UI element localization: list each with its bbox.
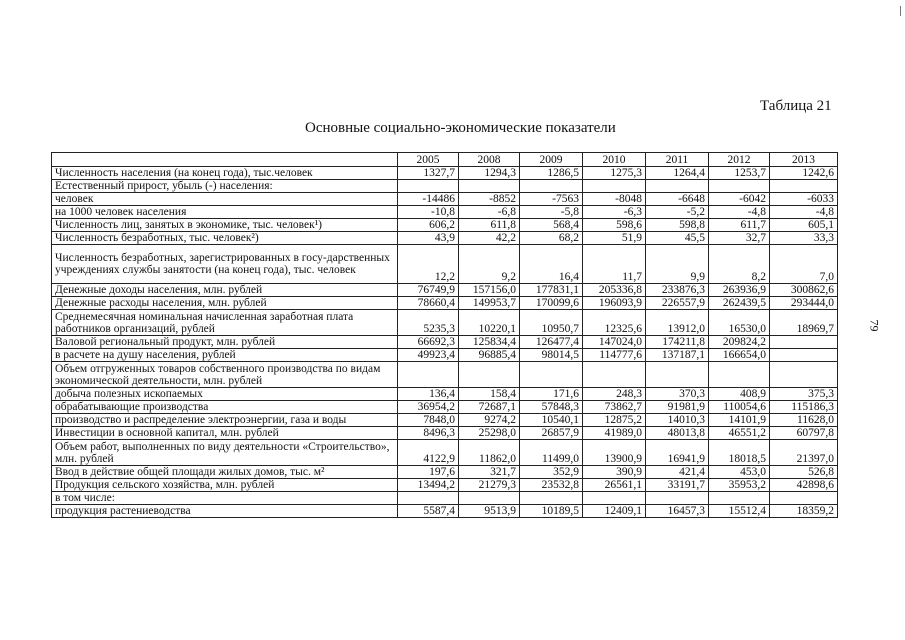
table-cell: [583, 362, 646, 388]
table-cell: 72687,1: [459, 401, 520, 414]
table-cell: 177831,1: [520, 284, 583, 297]
table-cell: 46551,2: [709, 427, 770, 440]
table-row: [52, 219, 838, 232]
edge-mark: [900, 6, 901, 16]
table-cell: [520, 180, 583, 193]
table-cell: -10,8: [398, 206, 459, 219]
row-label: Среднемесячная номинальная начисленная заработная плата работников организаций, рублей: [52, 310, 398, 336]
table-cell: 13494,2: [398, 479, 459, 492]
table-cell: 1275,3: [583, 167, 646, 180]
table-cell: [520, 362, 583, 388]
table-cell: 115186,3: [770, 401, 838, 414]
table-cell: 13900,9: [583, 440, 646, 466]
table-row: [52, 336, 838, 349]
table-cell: -5,8: [520, 206, 583, 219]
table-cell: 12875,2: [583, 414, 646, 427]
table-cell: [770, 180, 838, 193]
table-cell: 98014,5: [520, 349, 583, 362]
table-row: [52, 440, 838, 466]
row-label: Денежные расходы населения, млн. рублей: [52, 297, 398, 310]
row-label: добыча полезных ископаемых: [52, 388, 398, 401]
table-row: [52, 349, 838, 362]
table-cell: 91981,9: [646, 401, 709, 414]
row-label: производство и распределение электроэнергии, газа и воды: [52, 414, 398, 427]
table-cell: 23532,8: [520, 479, 583, 492]
table-cell: [646, 180, 709, 193]
table-cell: 12325,6: [583, 310, 646, 336]
table-cell: 42898,6: [770, 479, 838, 492]
table-cell: 43,9: [398, 232, 459, 245]
table-cell: 390,9: [583, 466, 646, 479]
table-cell: 147024,0: [583, 336, 646, 349]
table-cell: 453,0: [709, 466, 770, 479]
table-cell: [770, 336, 838, 349]
column-header: [52, 153, 398, 167]
table-cell: 35953,2: [709, 479, 770, 492]
table-cell: -4,8: [770, 206, 838, 219]
table-cell: -4,8: [709, 206, 770, 219]
table-row: [52, 206, 838, 219]
row-label: человек: [52, 193, 398, 206]
table-cell: 605,1: [770, 219, 838, 232]
table-cell: 49923,4: [398, 349, 459, 362]
table-row: [52, 401, 838, 414]
table-row: [52, 193, 838, 206]
table-cell: 76749,9: [398, 284, 459, 297]
table-cell: 197,6: [398, 466, 459, 479]
table-cell: 25298,0: [459, 427, 520, 440]
table-cell: 1286,5: [520, 167, 583, 180]
table-cell: 421,4: [646, 466, 709, 479]
column-header: 2008: [459, 153, 520, 167]
table-cell: 126477,4: [520, 336, 583, 349]
table-cell: 51,9: [583, 232, 646, 245]
row-label: в расчете на душу населения, рублей: [52, 349, 398, 362]
table-cell: 233876,3: [646, 284, 709, 297]
table-cell: -8048: [583, 193, 646, 206]
table-cell: 321,7: [459, 466, 520, 479]
table-cell: 196093,9: [583, 297, 646, 310]
table-cell: 16,4: [520, 245, 583, 284]
table-cell: [398, 180, 459, 193]
table-cell: 170099,6: [520, 297, 583, 310]
table-cell: [646, 492, 709, 505]
table-cell: 526,8: [770, 466, 838, 479]
table-cell: 166654,0: [709, 349, 770, 362]
row-label: Численность безработных, тыс. человек²): [52, 232, 398, 245]
table-cell: 9274,2: [459, 414, 520, 427]
table-cell: 209824,2: [709, 336, 770, 349]
table-cell: -6,8: [459, 206, 520, 219]
table-cell: 370,3: [646, 388, 709, 401]
table-cell: [398, 362, 459, 388]
table-row: [52, 362, 838, 388]
table-cell: [583, 180, 646, 193]
table-row: [52, 466, 838, 479]
table-cell: 96885,4: [459, 349, 520, 362]
row-label: Продукция сельского хозяйства, млн. рублей: [52, 479, 398, 492]
table-cell: -5,2: [646, 206, 709, 219]
table-cell: 16941,9: [646, 440, 709, 466]
table-cell: 262439,5: [709, 297, 770, 310]
table-row: [52, 310, 838, 336]
table-cell: 136,4: [398, 388, 459, 401]
column-header: 2012: [709, 153, 770, 167]
table-cell: 10220,1: [459, 310, 520, 336]
row-label: продукция растениеводства: [52, 505, 398, 518]
row-label: на 1000 человек населения: [52, 206, 398, 219]
row-label: Валовой региональный продукт, млн. рублей: [52, 336, 398, 349]
table-row: [52, 245, 838, 284]
table-cell: 408,9: [709, 388, 770, 401]
table-cell: 171,6: [520, 388, 583, 401]
table-cell: 11,7: [583, 245, 646, 284]
table-cell: 60797,8: [770, 427, 838, 440]
table-cell: 42,2: [459, 232, 520, 245]
table-label: Таблица 21: [760, 98, 832, 114]
column-header: 2011: [646, 153, 709, 167]
table-cell: 5235,3: [398, 310, 459, 336]
table-cell: 16530,0: [709, 310, 770, 336]
table-cell: 8,2: [709, 245, 770, 284]
table-cell: 68,2: [520, 232, 583, 245]
column-header: 2010: [583, 153, 646, 167]
table-cell: [646, 362, 709, 388]
column-header: 2009: [520, 153, 583, 167]
table-cell: 157156,0: [459, 284, 520, 297]
table-cell: 73862,7: [583, 401, 646, 414]
table-cell: 114777,6: [583, 349, 646, 362]
table-cell: 8496,3: [398, 427, 459, 440]
table-cell: [459, 362, 520, 388]
table-cell: 10950,7: [520, 310, 583, 336]
table-cell: 137187,1: [646, 349, 709, 362]
table-cell: -8852: [459, 193, 520, 206]
table-cell: [459, 492, 520, 505]
table-cell: 9,9: [646, 245, 709, 284]
table-cell: 598,8: [646, 219, 709, 232]
row-label: Объем отгруженных товаров собственного производства по видам экономической деятельности, млн. рублей: [52, 362, 398, 388]
table-cell: 375,3: [770, 388, 838, 401]
table-cell: 41989,0: [583, 427, 646, 440]
table-cell: [459, 180, 520, 193]
table-cell: -6033: [770, 193, 838, 206]
row-label: обрабатывающие производства: [52, 401, 398, 414]
table-cell: [770, 492, 838, 505]
table-row: [52, 505, 838, 518]
row-label: Численность населения (на конец года), тыс.человек: [52, 167, 398, 180]
table-cell: 26561,1: [583, 479, 646, 492]
table-cell: 45,5: [646, 232, 709, 245]
table-cell: 226557,9: [646, 297, 709, 310]
table-cell: 606,2: [398, 219, 459, 232]
table-cell: 110054,6: [709, 401, 770, 414]
table-cell: 12,2: [398, 245, 459, 284]
table-cell: 1253,7: [709, 167, 770, 180]
table-cell: 293444,0: [770, 297, 838, 310]
table-cell: 18969,7: [770, 310, 838, 336]
table-cell: 11628,0: [770, 414, 838, 427]
table-row: [52, 492, 838, 505]
table-cell: [709, 492, 770, 505]
table-cell: [770, 362, 838, 388]
table-cell: 32,7: [709, 232, 770, 245]
table-title: Основные социально-экономические показатели: [305, 120, 616, 136]
table-cell: [709, 362, 770, 388]
table-cell: 1264,4: [646, 167, 709, 180]
table-cell: [583, 492, 646, 505]
table-cell: 15512,4: [709, 505, 770, 518]
table-cell: 158,4: [459, 388, 520, 401]
table-cell: 9513,9: [459, 505, 520, 518]
table-cell: 174211,8: [646, 336, 709, 349]
table-cell: 205336,8: [583, 284, 646, 297]
table-cell: 7,0: [770, 245, 838, 284]
table-cell: -7563: [520, 193, 583, 206]
table-cell: 263936,9: [709, 284, 770, 297]
table-cell: -6648: [646, 193, 709, 206]
table-cell: 1242,6: [770, 167, 838, 180]
row-label: Объем работ, выполненных по виду деятельности «Строительство», млн. рублей: [52, 440, 398, 466]
page-number: 79: [867, 319, 882, 332]
table-cell: 248,3: [583, 388, 646, 401]
table-cell: 57848,3: [520, 401, 583, 414]
table-cell: 1327,7: [398, 167, 459, 180]
table-row: [52, 479, 838, 492]
table-cell: 611,8: [459, 219, 520, 232]
table-cell: 10189,5: [520, 505, 583, 518]
row-label: Инвестиции в основной капитал, млн. рублей: [52, 427, 398, 440]
table-cell: [398, 492, 459, 505]
indicators-table: [51, 152, 838, 518]
header-row: [52, 153, 838, 167]
table-cell: [770, 349, 838, 362]
table-row: [52, 232, 838, 245]
table-cell: 16457,3: [646, 505, 709, 518]
table-cell: 1294,3: [459, 167, 520, 180]
table-cell: 11499,0: [520, 440, 583, 466]
table-cell: -6042: [709, 193, 770, 206]
table-cell: 33,3: [770, 232, 838, 245]
table-cell: 78660,4: [398, 297, 459, 310]
table-cell: [520, 492, 583, 505]
table-row: [52, 414, 838, 427]
table-cell: 21397,0: [770, 440, 838, 466]
table-cell: 300862,6: [770, 284, 838, 297]
table-cell: 352,9: [520, 466, 583, 479]
table-row: [52, 388, 838, 401]
table-cell: 7848,0: [398, 414, 459, 427]
table-row: [52, 180, 838, 193]
table-cell: 13912,0: [646, 310, 709, 336]
table-cell: 10540,1: [520, 414, 583, 427]
table-cell: 14010,3: [646, 414, 709, 427]
column-header: 2005: [398, 153, 459, 167]
table-row: [52, 297, 838, 310]
table-cell: 568,4: [520, 219, 583, 232]
table-cell: 125834,4: [459, 336, 520, 349]
table-cell: 9,2: [459, 245, 520, 284]
table-cell: 36954,2: [398, 401, 459, 414]
row-label: Ввод в действие общей площади жилых домов, тыс. м²: [52, 466, 398, 479]
table-row: [52, 284, 838, 297]
table-cell: 611,7: [709, 219, 770, 232]
table-cell: 26857,9: [520, 427, 583, 440]
table-cell: 5587,4: [398, 505, 459, 518]
table-row: [52, 167, 838, 180]
table-cell: 21279,3: [459, 479, 520, 492]
table-cell: 4122,9: [398, 440, 459, 466]
table-cell: 66692,3: [398, 336, 459, 349]
table-cell: [709, 180, 770, 193]
row-label: Денежные доходы населения, млн. рублей: [52, 284, 398, 297]
table-cell: 48013,8: [646, 427, 709, 440]
table-cell: 18018,5: [709, 440, 770, 466]
table-cell: -6,3: [583, 206, 646, 219]
table-cell: 33191,7: [646, 479, 709, 492]
table-cell: 12409,1: [583, 505, 646, 518]
row-label: в том числе:: [52, 492, 398, 505]
table-cell: -14486: [398, 193, 459, 206]
row-label: Численность лиц, занятых в экономике, тыс. человек¹): [52, 219, 398, 232]
table-row: [52, 427, 838, 440]
row-label: Естественный прирост, убыль (-) населения:: [52, 180, 398, 193]
row-label: Численность безработных, зарегистрированных в госу-дарственных учреждениях службы занятости (на конец года), тыс. человек: [52, 245, 398, 284]
table-cell: 18359,2: [770, 505, 838, 518]
table-cell: 598,6: [583, 219, 646, 232]
table-cell: 14101,9: [709, 414, 770, 427]
table-cell: 149953,7: [459, 297, 520, 310]
table-cell: 11862,0: [459, 440, 520, 466]
column-header: 2013: [770, 153, 838, 167]
